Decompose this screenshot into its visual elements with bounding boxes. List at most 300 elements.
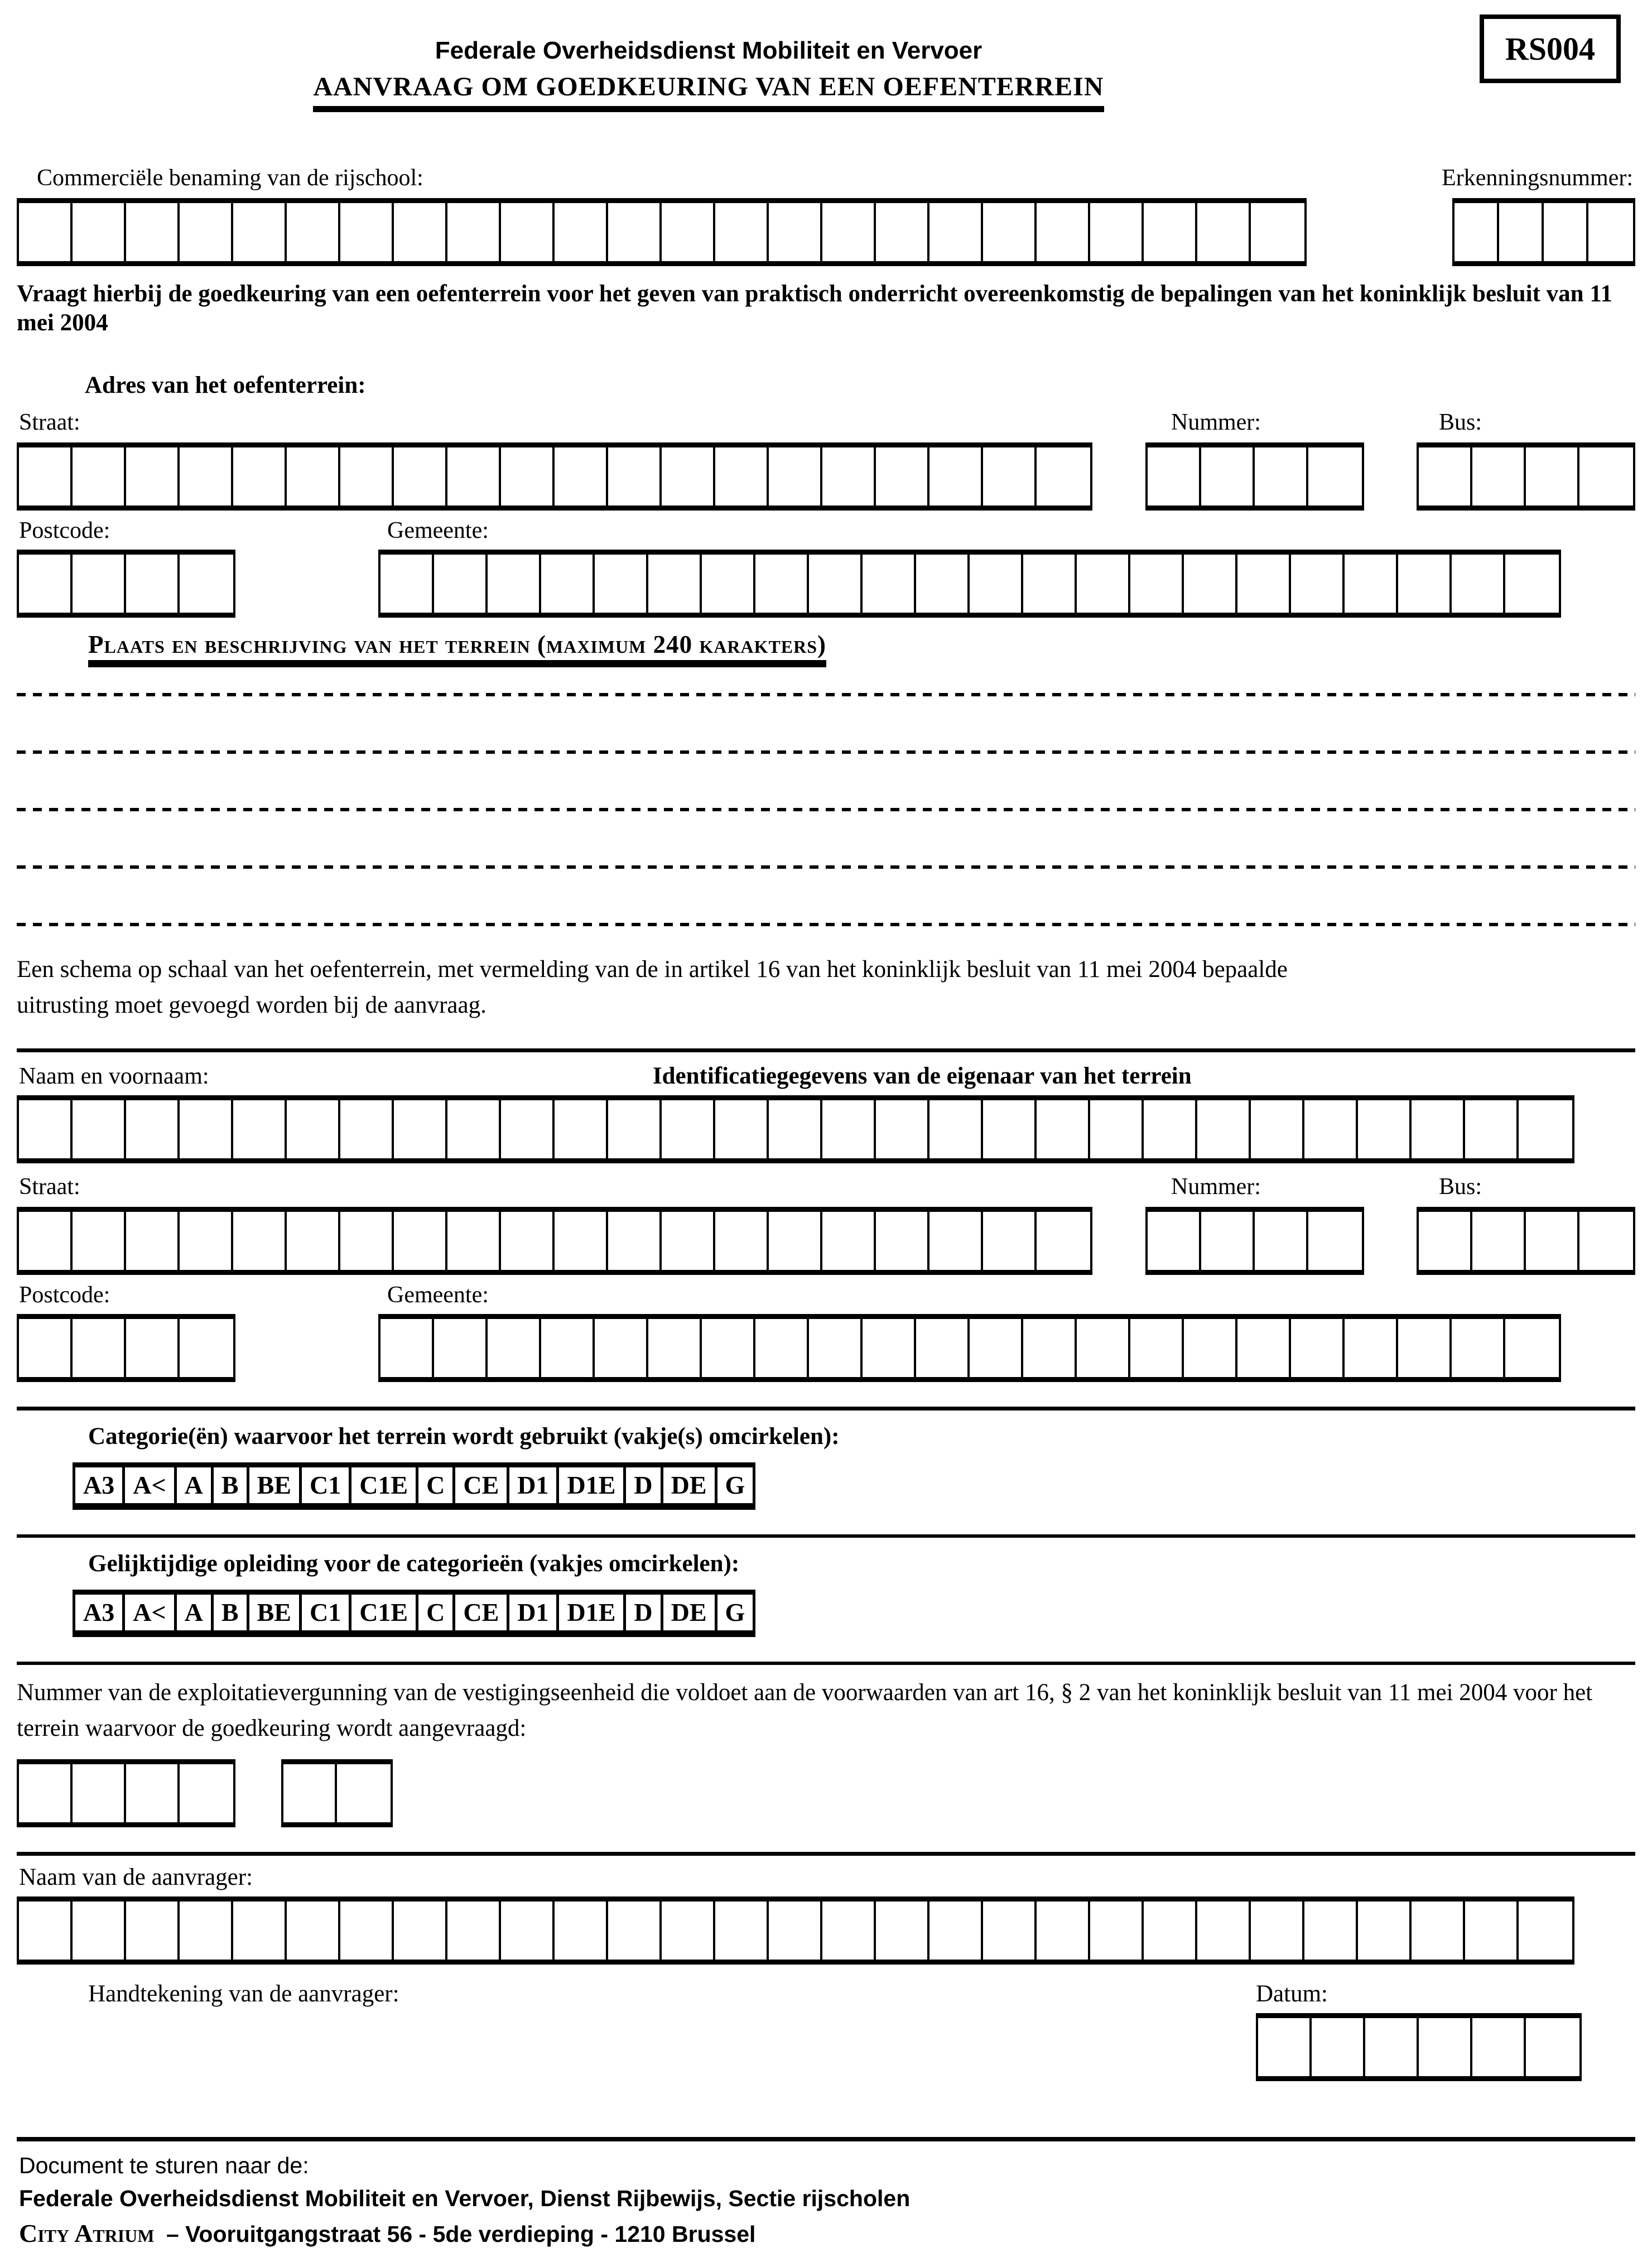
char-box[interactable] xyxy=(1544,203,1588,261)
char-box[interactable] xyxy=(755,1319,809,1377)
signature-area[interactable] xyxy=(399,1980,1256,2081)
signature-label: Handtekening van de aanvrager: xyxy=(88,1980,399,2007)
char-box[interactable] xyxy=(447,1100,501,1158)
char-box[interactable] xyxy=(340,1902,394,1960)
char-box[interactable] xyxy=(19,1100,73,1158)
char-box[interactable] xyxy=(555,203,608,261)
char-box[interactable] xyxy=(1037,203,1090,261)
char-box[interactable] xyxy=(501,1100,555,1158)
char-box[interactable] xyxy=(19,555,73,613)
char-box[interactable] xyxy=(929,447,983,506)
char-box[interactable] xyxy=(1077,555,1130,613)
category-box[interactable]: D1E xyxy=(559,1467,626,1503)
char-box[interactable] xyxy=(1472,447,1526,506)
owner-street-labels-row xyxy=(17,1173,1635,1200)
category-box[interactable]: A xyxy=(177,1467,214,1503)
char-box[interactable] xyxy=(1184,1319,1237,1377)
category-box[interactable]: A3 xyxy=(75,1595,125,1630)
char-box[interactable] xyxy=(1398,555,1452,613)
char-box[interactable] xyxy=(1201,1212,1255,1270)
char-box[interactable] xyxy=(1519,1100,1572,1158)
description-write-line[interactable] xyxy=(17,693,1635,696)
form-header xyxy=(17,0,1400,112)
category-box[interactable]: C xyxy=(418,1595,455,1630)
section-divider xyxy=(17,1534,1635,1538)
char-box[interactable] xyxy=(126,1902,180,1960)
char-box[interactable] xyxy=(1251,1100,1304,1158)
char-box[interactable] xyxy=(608,447,662,506)
description-write-line[interactable] xyxy=(17,923,1635,926)
char-box[interactable] xyxy=(1090,203,1144,261)
char-box[interactable] xyxy=(1291,1319,1345,1377)
char-box[interactable] xyxy=(73,555,126,613)
permit-number-grid-a xyxy=(17,1759,235,1827)
char-box[interactable] xyxy=(394,1902,447,1960)
char-box[interactable] xyxy=(233,1100,287,1158)
char-box[interactable] xyxy=(126,447,180,506)
char-box[interactable] xyxy=(929,1212,983,1270)
char-box[interactable] xyxy=(715,203,769,261)
footer-address-name: City Atrium xyxy=(19,2218,155,2247)
terrain-bus-grid xyxy=(1417,442,1635,511)
postcode-label: Postcode: xyxy=(19,517,110,543)
char-box[interactable] xyxy=(555,447,608,506)
char-box[interactable] xyxy=(822,1902,876,1960)
schema-note: Een schema op schaal van het oefenterrein, met vermelding van de in artikel 16 van het koninklijk besluit van 11 mei 2004 bepaalde uitrusting moet gevoegd worden bij de aanvraag. xyxy=(17,956,1288,1019)
applicant-name-label: Naam van de aanvrager: xyxy=(19,1864,253,1890)
char-box[interactable] xyxy=(1037,1212,1090,1270)
char-box[interactable] xyxy=(19,447,73,506)
char-box[interactable] xyxy=(340,1212,394,1270)
char-box[interactable] xyxy=(287,1902,340,1960)
char-box[interactable] xyxy=(822,203,876,261)
char-box[interactable] xyxy=(916,555,970,613)
char-box[interactable] xyxy=(73,203,126,261)
category-box[interactable]: B xyxy=(214,1595,249,1630)
recognition-number-grid xyxy=(1452,198,1635,266)
date-block xyxy=(1256,1980,1582,2081)
char-box[interactable] xyxy=(287,1100,340,1158)
char-box[interactable] xyxy=(1588,203,1633,261)
char-box[interactable] xyxy=(769,1100,822,1158)
char-box[interactable] xyxy=(1291,555,1345,613)
char-box[interactable] xyxy=(381,555,434,613)
categories-used-heading: Categorie(ën) waarvoor het terrein wordt gebruikt (vakje(s) omcirkelen): xyxy=(88,1423,840,1450)
char-box[interactable] xyxy=(447,203,501,261)
char-box[interactable] xyxy=(1251,203,1304,261)
char-box[interactable] xyxy=(876,1100,929,1158)
footer-service-line: Federale Overheidsdienst Mobiliteit en Vervoer, Dienst Rijbewijs, Sectie rijscholen xyxy=(19,2185,911,2211)
char-box[interactable] xyxy=(608,1100,662,1158)
category-box[interactable]: G xyxy=(725,1471,745,1500)
intro-paragraph: Vraagt hierbij de goedkeuring van een oefenterrein voor het geven van praktisch onderricht overeenkomstig de bepalingen van het koninklijk besluit van 11 mei 2004 xyxy=(17,281,1612,336)
char-box[interactable] xyxy=(648,1319,702,1377)
char-box[interactable] xyxy=(876,203,929,261)
section-divider xyxy=(17,1048,1635,1052)
terrain-street-grids-row xyxy=(17,442,1635,511)
category-box[interactable]: B xyxy=(214,1467,249,1503)
char-box[interactable] xyxy=(809,1319,863,1377)
char-box[interactable] xyxy=(1472,2018,1526,2076)
char-box[interactable] xyxy=(1465,1100,1519,1158)
char-box[interactable] xyxy=(863,555,916,613)
char-box[interactable] xyxy=(715,447,769,506)
char-box[interactable] xyxy=(876,1212,929,1270)
category-box[interactable]: DE xyxy=(663,1467,717,1503)
char-box[interactable] xyxy=(233,1902,287,1960)
char-box[interactable] xyxy=(983,1902,1037,1960)
char-box[interactable] xyxy=(863,1319,916,1377)
permit-grids-row xyxy=(17,1759,1635,1827)
category-box[interactable]: D1 xyxy=(509,1467,559,1503)
char-box[interactable] xyxy=(126,555,180,613)
char-box[interactable] xyxy=(1358,1902,1412,1960)
char-box[interactable] xyxy=(1419,1212,1472,1270)
char-box[interactable] xyxy=(287,203,340,261)
char-box[interactable] xyxy=(394,1100,447,1158)
char-box[interactable] xyxy=(1144,1100,1197,1158)
char-box[interactable] xyxy=(1037,1100,1090,1158)
char-box[interactable] xyxy=(1304,1100,1358,1158)
char-box[interactable] xyxy=(233,447,287,506)
char-box[interactable] xyxy=(1345,1319,1398,1377)
owner-heading-row xyxy=(17,1062,1635,1090)
char-box[interactable] xyxy=(983,203,1037,261)
char-box[interactable] xyxy=(340,203,394,261)
char-box[interactable] xyxy=(608,1212,662,1270)
char-box[interactable] xyxy=(283,1764,337,1822)
char-box[interactable] xyxy=(983,447,1037,506)
category-box[interactable]: A xyxy=(177,1595,214,1630)
form-title: Federale Overheidsdienst Mobiliteit en Vervoer xyxy=(435,37,982,64)
char-box[interactable] xyxy=(19,203,73,261)
terrain-municipality-grid xyxy=(378,550,1561,618)
category-box[interactable]: D1 xyxy=(509,1595,559,1630)
owner-postcode-grid xyxy=(17,1314,235,1382)
char-box[interactable] xyxy=(769,203,822,261)
char-box[interactable] xyxy=(715,1212,769,1270)
char-box[interactable] xyxy=(1197,1100,1251,1158)
char-box[interactable] xyxy=(929,203,983,261)
char-box[interactable] xyxy=(287,1212,340,1270)
terrain-address-heading: Adres van het oefenterrein: xyxy=(85,372,366,398)
char-box[interactable] xyxy=(73,1212,126,1270)
char-box[interactable] xyxy=(1454,203,1499,261)
char-box[interactable] xyxy=(180,1902,233,1960)
char-box[interactable] xyxy=(876,1902,929,1960)
char-box[interactable] xyxy=(501,447,555,506)
char-box[interactable] xyxy=(1452,555,1505,613)
char-box[interactable] xyxy=(595,1319,648,1377)
char-box[interactable] xyxy=(126,1212,180,1270)
char-box[interactable] xyxy=(1419,2018,1472,2076)
char-box[interactable] xyxy=(180,447,233,506)
section-divider xyxy=(17,1662,1635,1665)
char-box[interactable] xyxy=(1148,1212,1201,1270)
char-box[interactable] xyxy=(1090,1902,1144,1960)
char-box[interactable] xyxy=(287,447,340,506)
category-box[interactable]: G xyxy=(725,1598,745,1627)
char-box[interactable] xyxy=(19,1319,73,1377)
char-box[interactable] xyxy=(394,447,447,506)
char-box[interactable] xyxy=(662,1100,715,1158)
form-code-box xyxy=(1480,15,1621,83)
char-box[interactable] xyxy=(1579,447,1633,506)
terrain-postcode-labels-row xyxy=(17,517,1635,544)
char-box[interactable] xyxy=(233,1212,287,1270)
category-box[interactable]: BE xyxy=(249,1595,302,1630)
terrain-postcode-grid xyxy=(17,550,235,618)
char-box[interactable] xyxy=(1144,1902,1197,1960)
char-box[interactable] xyxy=(501,1212,555,1270)
char-box[interactable] xyxy=(1037,1902,1090,1960)
char-box[interactable] xyxy=(434,1319,488,1377)
char-box[interactable] xyxy=(715,1902,769,1960)
char-box[interactable] xyxy=(1465,1902,1519,1960)
char-box[interactable] xyxy=(1419,447,1472,506)
categories-simultaneous-heading: Gelijktijdige opleiding voor de categorieën (vakjes omcirkelen): xyxy=(88,1550,740,1577)
char-box[interactable] xyxy=(822,447,876,506)
char-box[interactable] xyxy=(929,1100,983,1158)
char-box[interactable] xyxy=(1452,1319,1505,1377)
char-box[interactable] xyxy=(126,1100,180,1158)
char-box[interactable] xyxy=(541,555,595,613)
char-box[interactable] xyxy=(541,1319,595,1377)
char-box[interactable] xyxy=(662,203,715,261)
char-box[interactable] xyxy=(876,447,929,506)
char-box[interactable] xyxy=(662,447,715,506)
char-box[interactable] xyxy=(1197,1902,1251,1960)
char-box[interactable] xyxy=(73,1764,126,1822)
char-box[interactable] xyxy=(1304,1902,1358,1960)
char-box[interactable] xyxy=(555,1212,608,1270)
char-box[interactable] xyxy=(180,555,233,613)
terrain-number-grid xyxy=(1145,442,1364,511)
signature-row xyxy=(17,1980,1635,2081)
bus-label: Bus: xyxy=(1439,409,1482,435)
char-box[interactable] xyxy=(19,1212,73,1270)
char-box[interactable] xyxy=(970,555,1023,613)
char-box[interactable] xyxy=(1184,555,1237,613)
char-box[interactable] xyxy=(608,203,662,261)
owner-name-grid-row xyxy=(17,1095,1635,1163)
char-box[interactable] xyxy=(1579,1212,1633,1270)
char-box[interactable] xyxy=(1037,447,1090,506)
char-box[interactable] xyxy=(337,1764,391,1822)
description-write-line[interactable] xyxy=(17,750,1635,754)
description-write-area[interactable] xyxy=(17,693,1635,926)
form-subtitle-wrap xyxy=(17,71,1400,112)
description-write-line[interactable] xyxy=(17,808,1635,811)
char-box[interactable] xyxy=(608,1902,662,1960)
char-box[interactable] xyxy=(1023,1319,1077,1377)
footer-send-label: Document te sturen naar de: xyxy=(19,2152,309,2178)
char-box[interactable] xyxy=(501,1902,555,1960)
category-box[interactable]: BE xyxy=(249,1467,302,1503)
char-box[interactable] xyxy=(180,1764,233,1822)
terrain-street-labels-row xyxy=(17,409,1635,436)
char-box[interactable] xyxy=(702,1319,755,1377)
char-box[interactable] xyxy=(447,1902,501,1960)
char-box[interactable] xyxy=(126,1764,180,1822)
char-box[interactable] xyxy=(1499,203,1544,261)
category-box[interactable]: A< xyxy=(125,1467,176,1503)
owner-street-grids-row xyxy=(17,1207,1635,1275)
char-box[interactable] xyxy=(1312,2018,1365,2076)
char-box[interactable] xyxy=(1526,1212,1579,1270)
char-box[interactable] xyxy=(1201,447,1255,506)
category-box[interactable]: C1E xyxy=(351,1467,418,1503)
char-box[interactable] xyxy=(1412,1902,1465,1960)
char-box[interactable] xyxy=(1077,1319,1130,1377)
char-box[interactable] xyxy=(769,1902,822,1960)
category-box[interactable]: A3 xyxy=(75,1467,125,1503)
char-box[interactable] xyxy=(1237,1319,1291,1377)
char-box[interactable] xyxy=(1148,447,1201,506)
char-box[interactable] xyxy=(1130,555,1184,613)
applicant-name-grid-row xyxy=(17,1896,1635,1965)
char-box[interactable] xyxy=(180,1319,233,1377)
municipality-label: Gemeente: xyxy=(387,517,489,543)
char-box[interactable] xyxy=(488,555,541,613)
char-box[interactable] xyxy=(1090,1100,1144,1158)
char-box[interactable] xyxy=(1412,1100,1465,1158)
number-label: Nummer: xyxy=(1171,409,1261,435)
char-box[interactable] xyxy=(1308,447,1362,506)
char-box[interactable] xyxy=(73,1319,126,1377)
char-box[interactable] xyxy=(394,1212,447,1270)
number-label: Nummer: xyxy=(1171,1173,1261,1200)
owner-municipality-grid xyxy=(378,1314,1561,1382)
owner-section-heading: Identificatiegegevens van de eigenaar van het terrein xyxy=(652,1062,1192,1089)
category-box[interactable]: D1E xyxy=(559,1595,626,1630)
char-box[interactable] xyxy=(970,1319,1023,1377)
char-box[interactable] xyxy=(233,203,287,261)
char-box[interactable] xyxy=(447,447,501,506)
char-box[interactable] xyxy=(73,447,126,506)
section-divider xyxy=(17,1407,1635,1411)
footer-address-line xyxy=(19,2218,1635,2248)
category-box[interactable]: C1 xyxy=(302,1595,351,1630)
char-box[interactable] xyxy=(447,1212,501,1270)
owner-name-grid xyxy=(17,1095,1574,1163)
char-box[interactable] xyxy=(983,1212,1037,1270)
char-box[interactable] xyxy=(501,203,555,261)
categories-simultaneous-grid xyxy=(73,1590,755,1637)
char-box[interactable] xyxy=(126,1319,180,1377)
char-box[interactable] xyxy=(822,1100,876,1158)
char-box[interactable] xyxy=(488,1319,541,1377)
char-box[interactable] xyxy=(702,555,755,613)
terrain-postcode-grids-row xyxy=(17,550,1635,618)
char-box[interactable] xyxy=(381,1319,434,1377)
char-box[interactable] xyxy=(1505,1319,1559,1377)
char-box[interactable] xyxy=(126,203,180,261)
owner-postcode-grids-row xyxy=(17,1314,1635,1382)
char-box[interactable] xyxy=(1255,447,1308,506)
char-box[interactable] xyxy=(1526,447,1579,506)
char-box[interactable] xyxy=(1526,2018,1579,2076)
char-box[interactable] xyxy=(73,1100,126,1158)
char-box[interactable] xyxy=(1258,2018,1312,2076)
char-box[interactable] xyxy=(1345,555,1398,613)
char-box[interactable] xyxy=(916,1319,970,1377)
char-box[interactable] xyxy=(19,1902,73,1960)
char-box[interactable] xyxy=(983,1100,1037,1158)
char-box[interactable] xyxy=(648,555,702,613)
postcode-label: Postcode: xyxy=(19,1282,110,1308)
owner-number-grid xyxy=(1145,1207,1364,1275)
owner-postcode-labels-row xyxy=(17,1282,1635,1308)
category-box[interactable]: DE xyxy=(663,1595,717,1630)
category-box[interactable]: CE xyxy=(455,1595,509,1630)
char-box[interactable] xyxy=(340,447,394,506)
school-labels-row xyxy=(17,165,1635,191)
category-box[interactable]: C1 xyxy=(302,1467,351,1503)
char-box[interactable] xyxy=(1197,203,1251,261)
municipality-label: Gemeente: xyxy=(387,1282,489,1308)
char-box[interactable] xyxy=(1237,555,1291,613)
char-box[interactable] xyxy=(73,1902,126,1960)
char-box[interactable] xyxy=(1023,555,1077,613)
char-box[interactable] xyxy=(1144,203,1197,261)
char-box[interactable] xyxy=(340,1100,394,1158)
char-box[interactable] xyxy=(755,555,809,613)
char-box[interactable] xyxy=(769,1212,822,1270)
category-box[interactable]: CE xyxy=(455,1467,509,1503)
char-box[interactable] xyxy=(180,203,233,261)
char-box[interactable] xyxy=(555,1100,608,1158)
char-box[interactable] xyxy=(19,1764,73,1822)
category-box[interactable]: C1E xyxy=(351,1595,418,1630)
char-box[interactable] xyxy=(1251,1902,1304,1960)
char-box[interactable] xyxy=(595,555,648,613)
char-box[interactable] xyxy=(769,447,822,506)
char-box[interactable] xyxy=(662,1212,715,1270)
char-box[interactable] xyxy=(434,555,488,613)
char-box[interactable] xyxy=(394,203,447,261)
description-heading-wrap xyxy=(88,630,1635,667)
recognition-number-label: Erkenningsnummer: xyxy=(1442,165,1633,191)
date-label: Datum: xyxy=(1256,1980,1328,2007)
char-box[interactable] xyxy=(662,1902,715,1960)
terrain-street-grid xyxy=(17,442,1092,511)
char-box[interactable] xyxy=(1130,1319,1184,1377)
char-box[interactable] xyxy=(1505,555,1559,613)
char-box[interactable] xyxy=(1472,1212,1526,1270)
category-box[interactable]: A< xyxy=(125,1595,176,1630)
char-box[interactable] xyxy=(1255,1212,1308,1270)
char-box[interactable] xyxy=(1308,1212,1362,1270)
char-box[interactable] xyxy=(555,1902,608,1960)
char-box[interactable] xyxy=(1358,1100,1412,1158)
char-box[interactable] xyxy=(180,1212,233,1270)
char-box[interactable] xyxy=(809,555,863,613)
date-grid xyxy=(1256,2013,1582,2081)
char-box[interactable] xyxy=(715,1100,769,1158)
category-box[interactable]: D xyxy=(626,1595,663,1630)
char-box[interactable] xyxy=(1365,2018,1419,2076)
description-write-line[interactable] xyxy=(17,865,1635,869)
char-box[interactable] xyxy=(929,1902,983,1960)
category-box[interactable]: C xyxy=(418,1467,455,1503)
permit-paragraph: Nummer van de exploitatievergunning van de vestigingseenheid die voldoet aan de voorwaarden van art 16, § 2 van het koninklijk besluit van 11 mei 2004 voor het terrein waarvoor de goedkeuring wordt aangevraagd: xyxy=(17,1679,1593,1742)
char-box[interactable] xyxy=(1398,1319,1452,1377)
category-box[interactable]: D xyxy=(626,1467,663,1503)
char-box[interactable] xyxy=(822,1212,876,1270)
char-box[interactable] xyxy=(180,1100,233,1158)
char-box[interactable] xyxy=(1519,1902,1572,1960)
